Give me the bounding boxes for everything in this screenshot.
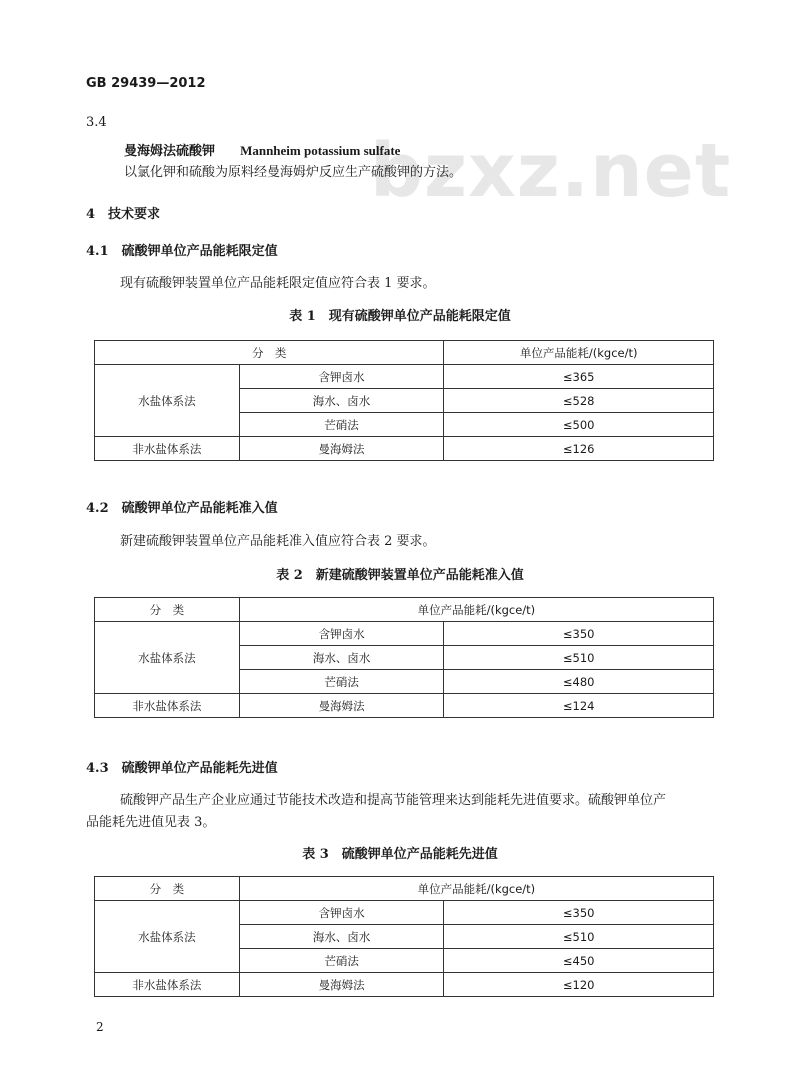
header-category: 分 类 bbox=[95, 341, 444, 365]
table-row bbox=[95, 437, 714, 461]
section-4-3-text-line1: 硫酸钾产品生产企业应通过节能技术改造和提高节能管理来达到能耗先进值要求。硫酸钾单位产 bbox=[120, 793, 667, 808]
value-cell: ≤350 bbox=[444, 901, 714, 925]
header-value: 单位产品能耗/(kgce/t) bbox=[444, 341, 714, 365]
method-cell: 芒硝法 bbox=[239, 949, 444, 973]
value-cell: ≤450 bbox=[444, 949, 714, 973]
section-4-3-text-line2: 品能耗先进值见表 3。 bbox=[86, 815, 216, 830]
method-cell: 曼海姆法 bbox=[239, 694, 444, 718]
method-cell: 含钾卤水 bbox=[239, 622, 444, 646]
group-label: 水盐体系法 bbox=[95, 365, 240, 437]
section-4-3-title: 4.3 硫酸钾单位产品能耗先进值 bbox=[86, 761, 278, 776]
group-label: 水盐体系法 bbox=[95, 622, 240, 694]
method-cell: 含钾卤水 bbox=[239, 901, 444, 925]
value-cell: ≤350 bbox=[444, 622, 714, 646]
value-cell: ≤510 bbox=[444, 646, 714, 670]
category-cell: 非水盐体系法 bbox=[95, 437, 240, 461]
method-cell: 芒硝法 bbox=[239, 413, 444, 437]
table-header-row bbox=[95, 598, 714, 622]
method-cell: 海水、卤水 bbox=[239, 389, 444, 413]
value-cell: ≤126 bbox=[444, 437, 714, 461]
table-header-row bbox=[95, 341, 714, 365]
category-cell: 非水盐体系法 bbox=[95, 973, 240, 997]
table-row bbox=[95, 622, 714, 646]
category-cell: 非水盐体系法 bbox=[95, 694, 240, 718]
method-cell: 芒硝法 bbox=[239, 670, 444, 694]
table-3-caption: 表 3 硫酸钾单位产品能耗先进值 bbox=[302, 847, 498, 862]
value-cell: ≤528 bbox=[444, 389, 714, 413]
table-1-caption: 表 1 现有硫酸钾单位产品能耗限定值 bbox=[289, 309, 511, 324]
term-cn: 曼海姆法硫酸钾 bbox=[124, 144, 216, 159]
table-1 bbox=[94, 340, 714, 461]
table-3 bbox=[94, 876, 714, 997]
method-cell: 曼海姆法 bbox=[239, 973, 444, 997]
page-number: 2 bbox=[96, 1020, 104, 1034]
section-4-1-title: 4.1 硫酸钾单位产品能耗限定值 bbox=[86, 244, 278, 259]
term-title bbox=[124, 140, 400, 159]
value-cell: ≤124 bbox=[444, 694, 714, 718]
watermark: bzxz.net bbox=[370, 128, 732, 214]
section-4-title: 4 技术要求 bbox=[86, 207, 161, 222]
value-cell: ≤365 bbox=[444, 365, 714, 389]
term-definition: 以氯化钾和硫酸为原料经曼海姆炉反应生产硫酸钾的方法。 bbox=[124, 165, 463, 180]
group-label: 水盐体系法 bbox=[95, 901, 240, 973]
table-row bbox=[95, 901, 714, 925]
header-value: 单位产品能耗/(kgce/t) bbox=[239, 877, 713, 901]
value-cell: ≤480 bbox=[444, 670, 714, 694]
value-cell: ≤510 bbox=[444, 925, 714, 949]
method-cell: 海水、卤水 bbox=[239, 925, 444, 949]
section-4-1-text: 现有硫酸钾装置单位产品能耗限定值应符合表 1 要求。 bbox=[120, 276, 436, 291]
table-row bbox=[95, 694, 714, 718]
section-4-2-text: 新建硫酸钾装置单位产品能耗准入值应符合表 2 要求。 bbox=[120, 534, 436, 549]
table-2-caption: 表 2 新建硫酸钾装置单位产品能耗准入值 bbox=[276, 568, 524, 583]
header-category: 分 类 bbox=[95, 598, 240, 622]
method-cell: 曼海姆法 bbox=[239, 437, 444, 461]
value-cell: ≤500 bbox=[444, 413, 714, 437]
header-value: 单位产品能耗/(kgce/t) bbox=[239, 598, 713, 622]
standard-number: GB 29439—2012 bbox=[86, 76, 206, 91]
method-cell: 海水、卤水 bbox=[239, 646, 444, 670]
term-en: Mannheim potassium sulfate bbox=[240, 143, 401, 158]
table-row bbox=[95, 973, 714, 997]
method-cell: 含钾卤水 bbox=[239, 365, 444, 389]
section-4-2-title: 4.2 硫酸钾单位产品能耗准入值 bbox=[86, 501, 278, 516]
value-cell: ≤120 bbox=[444, 973, 714, 997]
clause-number: 3.4 bbox=[86, 115, 107, 130]
table-2 bbox=[94, 597, 714, 718]
table-row bbox=[95, 365, 714, 389]
header-category: 分 类 bbox=[95, 877, 240, 901]
table-header-row bbox=[95, 877, 714, 901]
